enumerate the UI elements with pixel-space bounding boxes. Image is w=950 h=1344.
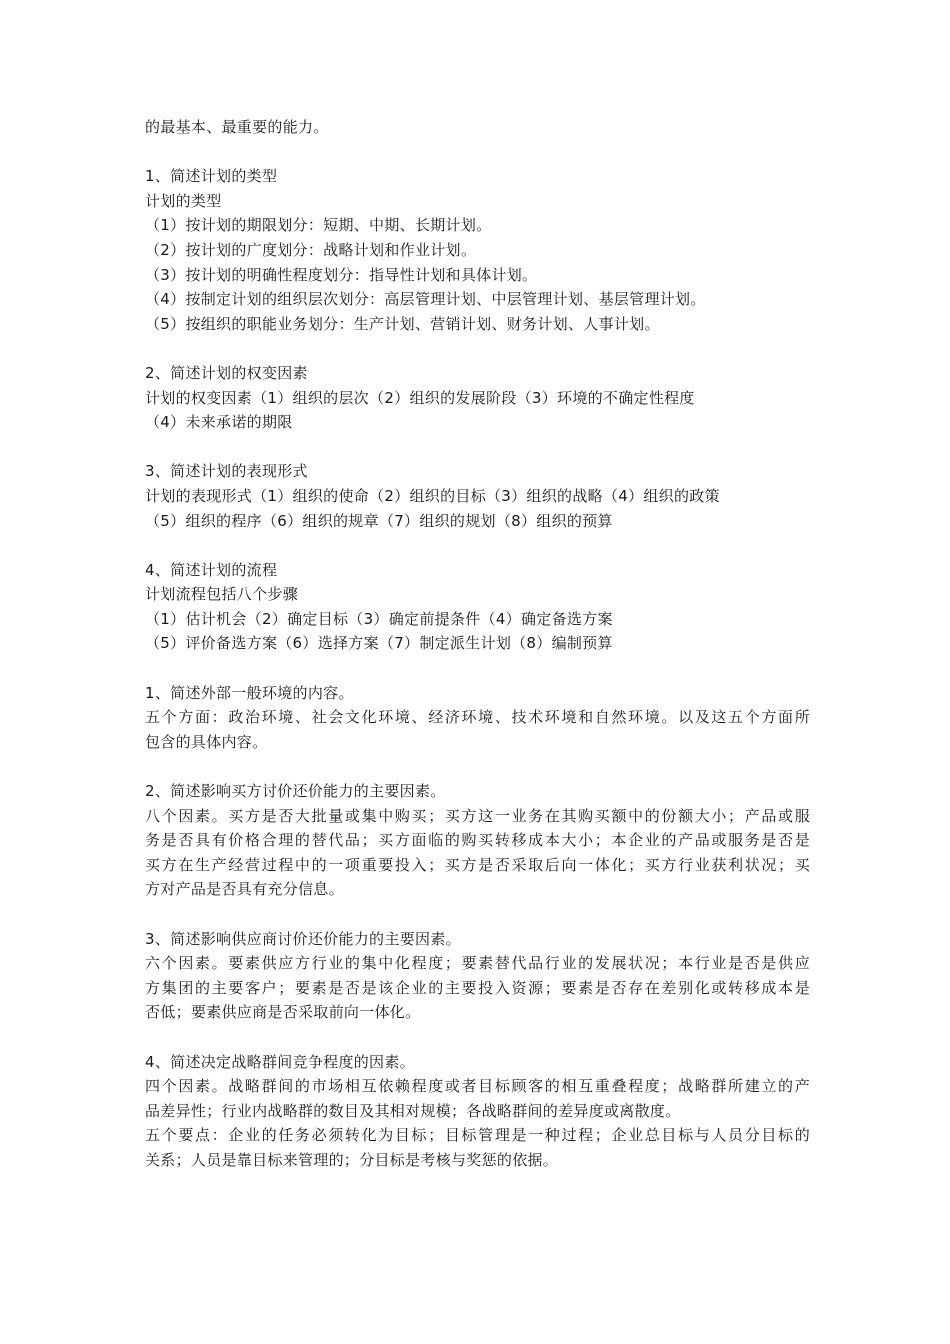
paragraph-line: 方对产品是否具有充分信息。	[145, 880, 344, 899]
section-heading: 2、简述计划的权变因素	[145, 363, 308, 382]
text-line: 计划流程包括八个步骤	[145, 585, 299, 604]
text-line: 计划的表现形式（1）组织的使命（2）组织的目标（3）组织的战略（4）组织的政策	[145, 486, 720, 505]
paragraph-line: 买方在生产经营过程中的一项重要投入；买方是否采取后向一体化；买方行业获利状况；买	[145, 855, 810, 874]
paragraph-line: 方集团的主要客户；要素是否是该企业的主要投入资源；要素是否存在差别化或转移成本是	[145, 978, 810, 997]
paragraph-line: 品差异性；行业内战略群的数目及其相对规模；各战略群间的差异度或离散度。	[145, 1101, 681, 1120]
blank-line	[145, 1025, 810, 1050]
text-line: （5）评价备选方案（6）选择方案（7）制定派生计划（8）编制预算	[145, 634, 613, 653]
paragraph-line: 六个因素。要素供应方行业的集中化程度；要素替代品行业的发展状况；本行业是否是供应	[145, 954, 810, 973]
text-line: 计划的权变因素（1）组织的层次（2）组织的发展阶段（3）环境的不确定性程度	[145, 388, 695, 407]
text-line: 计划的类型	[145, 191, 222, 210]
blank-line	[145, 336, 810, 361]
blank-line	[145, 140, 810, 165]
paragraph-line: 关系；人员是靠目标来管理的；分目标是考核与奖惩的依据。	[145, 1150, 559, 1169]
list-item: （4）按制定计划的组织层次划分：高层管理计划、中层管理计划、基层管理计划。	[145, 290, 706, 309]
list-item: （2）按计划的广度划分：战略计划和作业计划。	[145, 240, 477, 259]
section-heading: 3、简述影响供应商讨价还价能力的主要因素。	[145, 929, 461, 948]
text-line: （5）组织的程序（6）组织的规章（7）组织的规划（8）组织的预算	[145, 511, 613, 530]
list-item: （5）按组织的职能业务划分：生产计划、营销计划、财务计划、人事计划。	[145, 314, 660, 333]
section-heading: 4、简述决定战略群间竞争程度的因素。	[145, 1052, 415, 1071]
blank-line	[145, 533, 810, 558]
paragraph-line: 五个要点：企业的任务必须转化为目标；目标管理是一种过程；企业总目标与人员分目标的	[145, 1126, 810, 1145]
document-page	[145, 115, 810, 1173]
blank-line	[145, 656, 810, 681]
text-line: （1）估计机会（2）确定目标（3）确定前提条件（4）确定备选方案	[145, 609, 613, 628]
blank-line	[145, 754, 810, 779]
paragraph-line: 否低；要素供应商是否采取前向一体化。	[145, 1003, 421, 1022]
paragraph-line: 包含的具体内容。	[145, 732, 268, 751]
list-item: （1）按计划的期限划分：短期、中期、长期计划。	[145, 216, 492, 235]
blank-line	[145, 902, 810, 927]
section-heading: 4、简述计划的流程	[145, 560, 278, 579]
section-heading: 1、简述外部一般环境的内容。	[145, 683, 354, 702]
list-item: （3）按计划的明确性程度划分：指导性计划和具体计划。	[145, 265, 538, 284]
section-heading: 2、简述影响买方讨价还价能力的主要因素。	[145, 782, 446, 801]
paragraph-line: 务是否具有价格合理的替代品；买方面临的购买转移成本大小；本企业的产品或服务是否是	[145, 831, 810, 850]
text-line: （4）未来承诺的期限	[145, 413, 293, 432]
paragraph-line: 四个因素。战略群间的市场相互依赖程度或者目标顾客的相互重叠程度；战略群所建立的产	[145, 1077, 810, 1096]
paragraph-line: 五个方面：政治环境、社会文化环境、经济环境、技术环境和自然环境。以及这五个方面所	[145, 708, 810, 727]
blank-line	[145, 435, 810, 460]
paragraph-line: 八个因素。买方是否大批量或集中购买；买方这一业务在其购买额中的份额大小；产品或服	[145, 806, 810, 825]
text-line: 的最基本、最重要的能力。	[145, 118, 329, 136]
section-heading: 3、简述计划的表现形式	[145, 462, 308, 481]
section-heading: 1、简述计划的类型	[145, 167, 278, 186]
